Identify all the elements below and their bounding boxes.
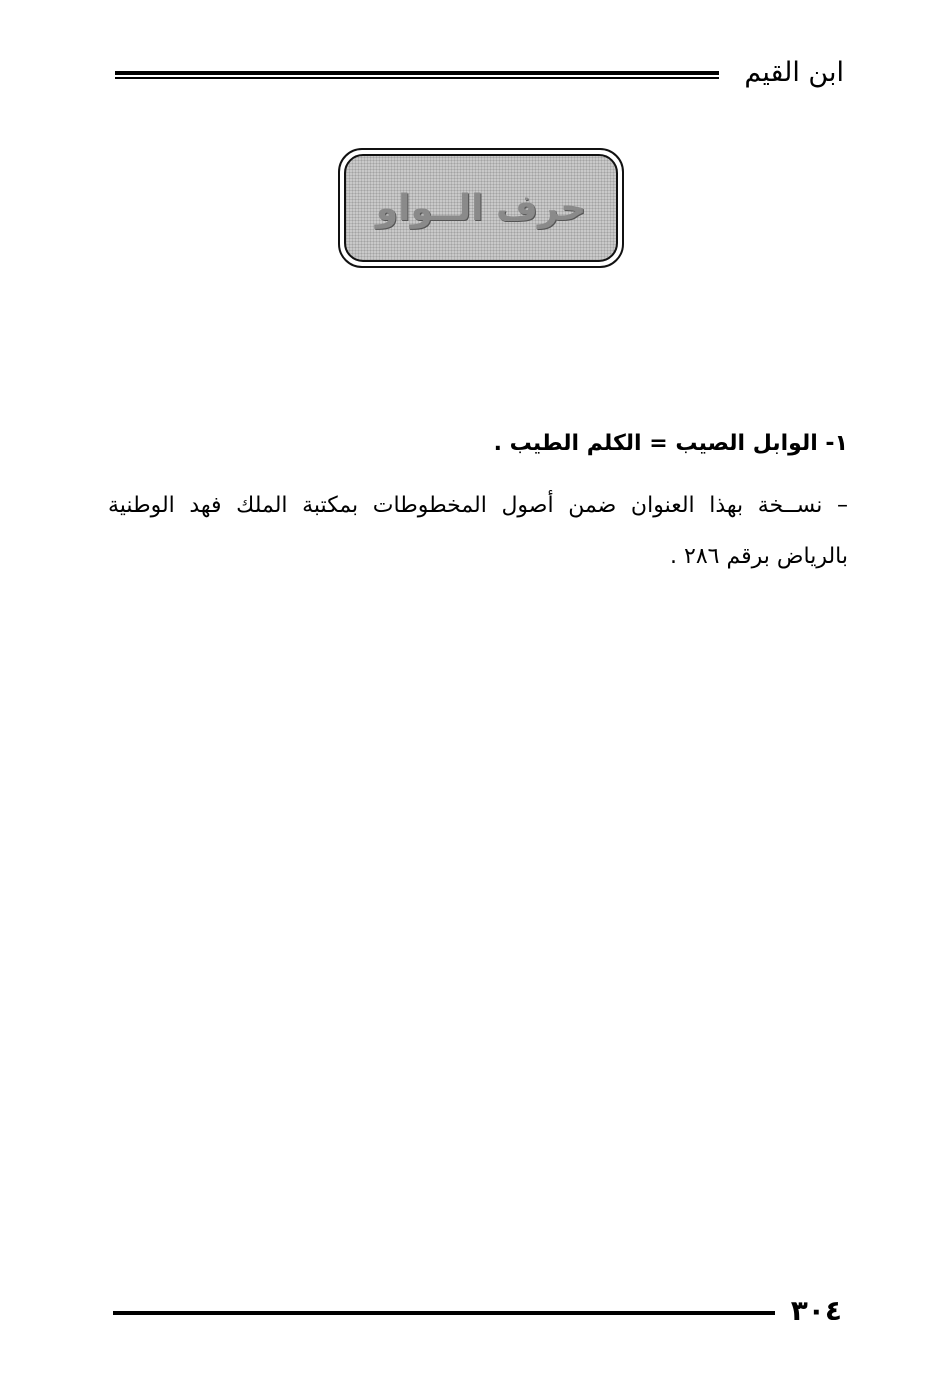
footer-rule [113,1311,775,1315]
entry-description: – نســخة بهذا العنوان ضمن أصول المخطوطات بمكتبة الملك فهد الوطنية بالرياض برقم ٢٨٦ . [108,493,848,569]
section-heading-title: حرف الــواو [375,187,587,229]
header-rule-thick [115,71,719,75]
header-rule [115,71,719,80]
header-rule-thin [115,77,719,79]
section-heading-inner [344,154,618,262]
page-number: ٣٠٤ [790,1294,842,1327]
running-header-title: ابن القيم [744,57,844,88]
entry-title: ١- الوابل الصيب = الكلم الطيب . [493,431,848,456]
section-heading-box [338,148,624,268]
